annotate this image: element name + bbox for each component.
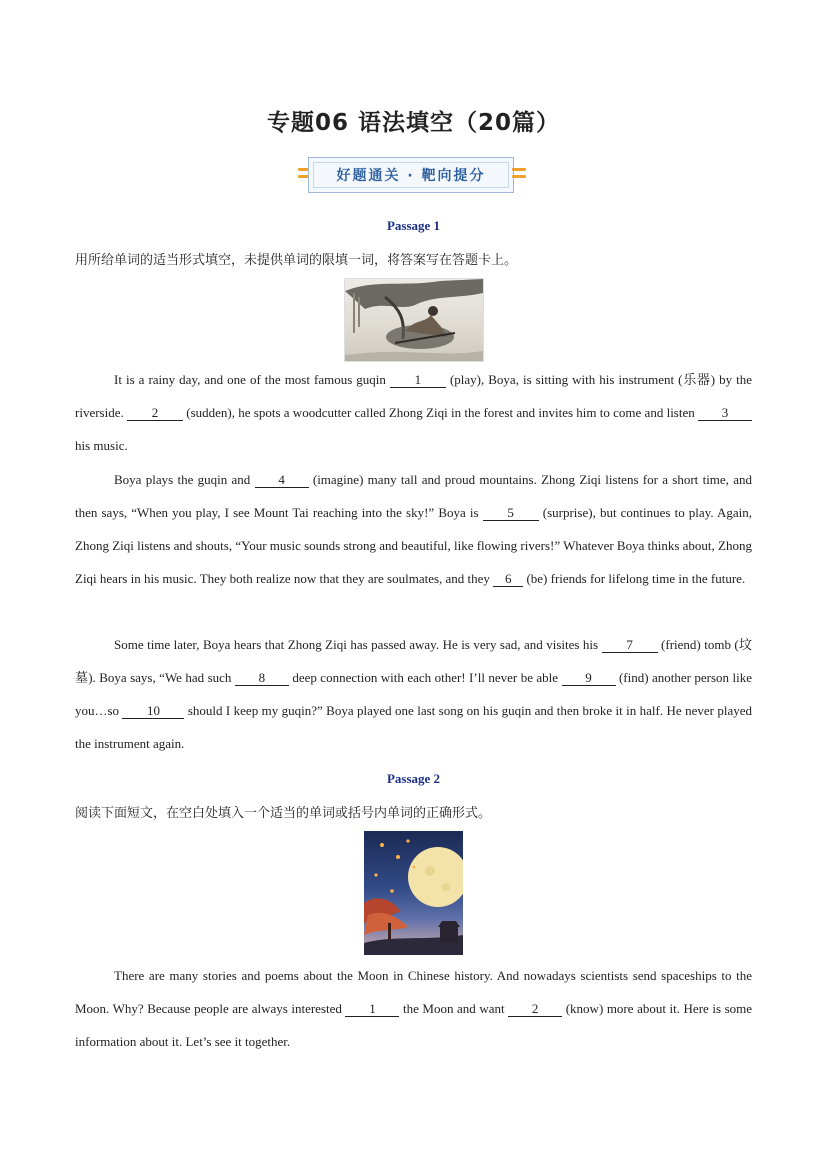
answer-blank-10[interactable]: 10 — [122, 703, 184, 719]
answer-blank-2[interactable]: 2 — [508, 1001, 562, 1017]
answer-blank-1[interactable]: 1 — [390, 372, 446, 388]
passage-2-paragraph-1: There are many stories and poems about the Moon in Chinese history. And nowadays scientists send spaceships to the Moon. Why? Because people are always interested 1 the Moon and want 2 (know) more about it. Here is some information about it. Let’s see it together. — [75, 968, 753, 1049]
passage-1-paragraph-3: Some time later, Boya hears that Zhong Ziqi has passed away. He is very sad, and visites his 7 (friend) tomb (坟墓). Boya says, “We had such 8 deep connection with each other! I’ll never be able 9 (find) another person like you…so 10 should I keep my guqin?” Boya played one last song on his guqin and then broke it in half. He never played the instrument again. — [75, 637, 752, 751]
passage-2-instruction: 阅读下面短文，在空白处填入一个适当的单词或括号内单词的正确形式。 — [75, 806, 492, 821]
passage-1-instruction: 用所给单词的适当形式填空，未提供单词的限填一词，将答案写在答题卡上。 — [75, 253, 518, 268]
moon-lanterns-image — [364, 831, 463, 955]
passage-1-heading: Passage 1 — [386, 218, 441, 233]
passage-1-paragraph-2: Boya plays the guqin and 4 (imagine) many tall and proud mountains. Zhong Ziqi listens for a short time, and then says, “When you play, I see Mount Tai reaching into the sky!” Boya is 5 (surprise), but continues to play. Again, Zhong Ziqi listens and shouts, “Your music sounds strong and beautiful, like flowing rivers!” Whatever Boya thinks about, Zhong Ziqi hears in his music. They both realize now that they are soulmates, and they 6 (be) friends for lifelong time in the future. — [75, 472, 753, 586]
answer-blank-3[interactable]: 3 — [698, 405, 752, 421]
answer-blank-4[interactable]: 4 — [255, 472, 309, 488]
decor-bars-icon — [512, 168, 526, 182]
passage-1-paragraph-1: It is a rainy day, and one of the most famous guqin 1 (play), Boya, is sitting with his instrument (乐器) by the riverside. 2 (sudden), he spots a woodcutter called Zhong Ziqi in the forest and invites him to come and listen 3 his music. — [75, 372, 753, 453]
answer-blank-7[interactable]: 7 — [602, 637, 658, 653]
answer-blank-8[interactable]: 8 — [235, 670, 289, 686]
answer-blank-1[interactable]: 1 — [345, 1001, 399, 1017]
answer-blank-9[interactable]: 9 — [562, 670, 616, 686]
answer-blank-6[interactable]: 6 — [493, 571, 523, 587]
section-banner — [298, 157, 526, 195]
banner-label: 好题通关 · 靶向提分 — [313, 162, 509, 188]
page-title: 专题06 语法填空（20篇） — [266, 110, 561, 136]
answer-blank-5[interactable]: 5 — [483, 505, 539, 521]
guqin-painting-image — [344, 278, 484, 362]
passage-2-heading: Passage 2 — [386, 771, 441, 786]
answer-blank-2[interactable]: 2 — [127, 405, 183, 421]
